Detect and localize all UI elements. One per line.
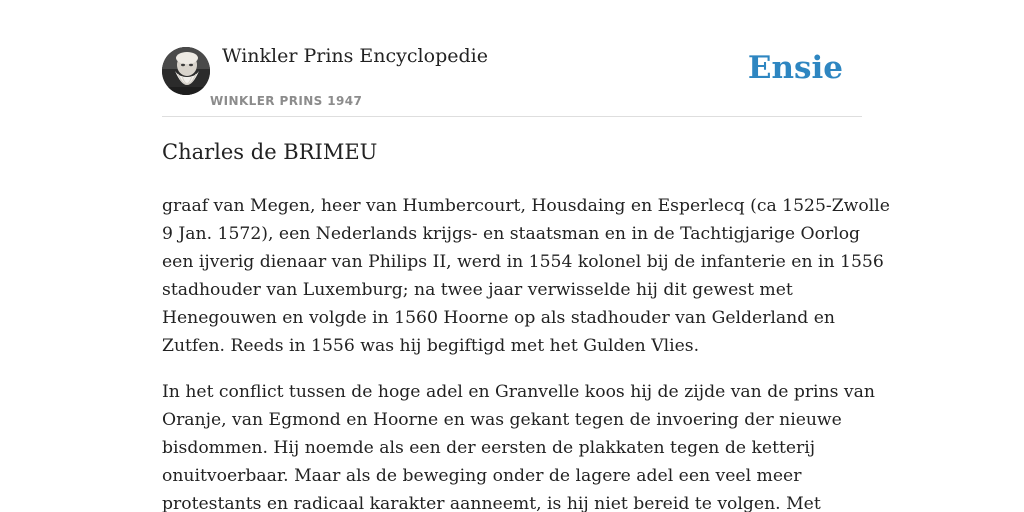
text-line: 9 Jan. 1572), een Nederlands krijgs- en staatsman en in de Tachtigjarige Oorlog [162, 224, 861, 244]
article-paragraph [162, 192, 890, 360]
text-line: graaf van Megen, heer van Humbercourt, Housdaing en Esperlecq (ca 1525-Zwolle [162, 196, 890, 216]
article-title: Charles de BRIMEU [162, 140, 378, 164]
text-line: Henegouwen en volgde in 1560 Hoorne op als stadhouder van Gelderland en [162, 308, 835, 328]
text-line: protestants en radicaal karakter aanneemt, is hij niet bereid te volgen. Met [162, 494, 821, 512]
avatar[interactable] [162, 47, 210, 95]
text-line: stadhouder van Luxemburg; na twee jaar verwisselde hij dit gewest met [162, 280, 793, 300]
bearded-man-portrait-icon [162, 47, 210, 95]
text-line: een ijverig dienaar van Philips II, werd in 1554 kolonel bij de infanterie en in 1556 [162, 252, 884, 272]
source-subtitle: WINKLER PRINS 1947 [210, 94, 363, 108]
source-title[interactable]: Winkler Prins Encyclopedie [222, 45, 488, 67]
text-line: In het conflict tussen de hoge adel en Granvelle koos hij de zijde van de prins van [162, 382, 875, 402]
text-line: Zutfen. Reeds in 1556 was hij begiftigd met het Gulden Vlies. [162, 336, 700, 356]
article-paragraph [162, 378, 875, 512]
source-header [162, 0, 862, 117]
text-line: onuitvoerbaar. Maar als de beweging onder de lagere adel een veel meer [162, 466, 802, 486]
brand-logo[interactable]: Ensie [747, 50, 843, 86]
article-body [162, 192, 890, 512]
text-line: bisdommen. Hij noemde als een der eersten de plakkaten tegen de ketterij [162, 438, 816, 458]
text-line: Oranje, van Egmond en Hoorne en was gekant tegen de invoering der nieuwe [162, 410, 842, 430]
